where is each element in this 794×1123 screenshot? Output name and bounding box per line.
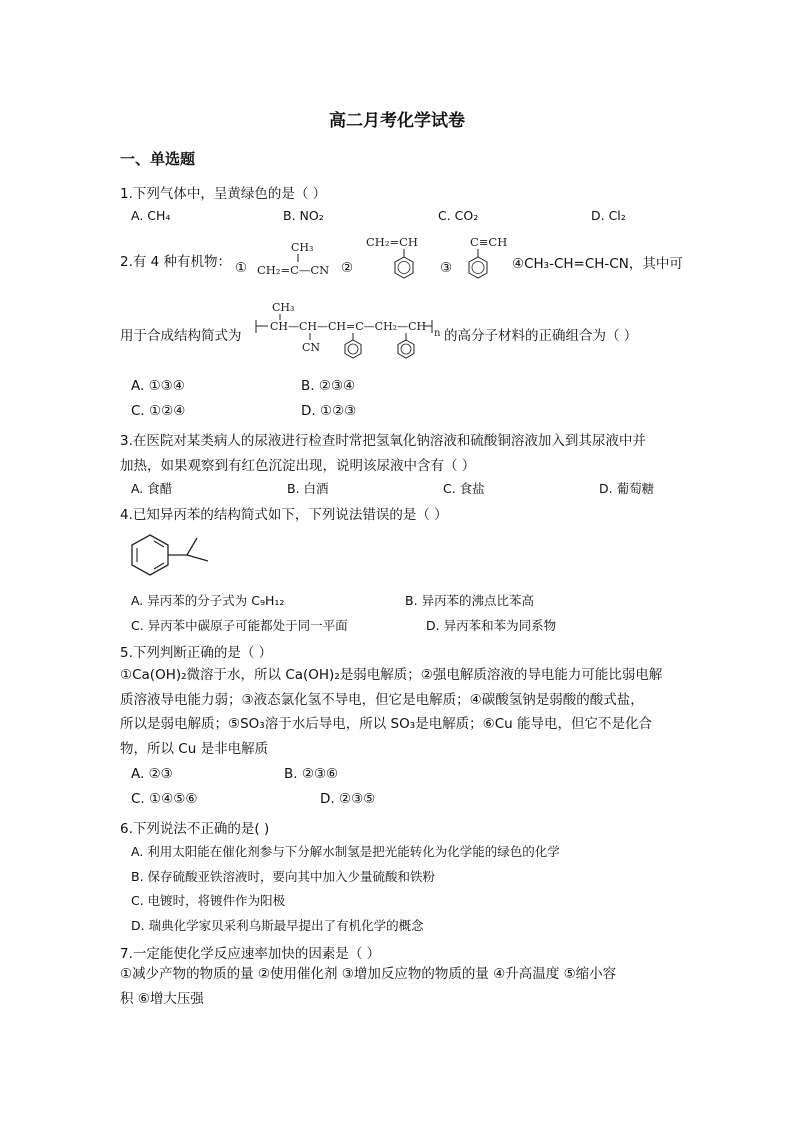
question-2-option-c: C. ①②④: [131, 403, 186, 419]
structure-styrene: [364, 232, 428, 286]
question-7-body-line: ①减少产物的物质的量 ②使用催化剂 ③增加反应物的物质的量 ④升高温度 ⑤缩小容: [120, 966, 617, 982]
question-6-option-b: B. 保存硫酸亚铁溶液时，要向其中加入少量硫酸和铁粉: [131, 869, 436, 884]
question-2-marker-1: ①: [235, 260, 248, 276]
question-7-stem: 7.一定能使化学反应速率加快的因素是（ ）: [120, 946, 381, 962]
question-3-option-b: B. 白酒: [287, 481, 329, 496]
question-5-option-d: D. ②③⑤: [320, 791, 376, 807]
structure-polymer: [254, 300, 444, 364]
question-3-option-a: A. 食醋: [131, 481, 173, 496]
polymer-ch3: CH₃: [272, 301, 295, 314]
question-1-option-b: B. NO₂: [283, 208, 324, 223]
question-5-option-b: B. ②③⑥: [284, 766, 339, 782]
structure-cumene: [124, 528, 220, 582]
question-3-line1: 3.在医院对某类病人的尿液进行检查时常把氢氧化钠溶液和硫酸铜溶液加入到其尿液中并: [120, 433, 646, 449]
polymer-main: CH—CH—CH=C—CH₂—CH: [270, 320, 427, 333]
question-2-line2-suffix: 的高分子材料的正确组合为（ ）: [444, 328, 638, 344]
question-5-option-a: A. ②③: [131, 766, 173, 782]
question-1-option-a: A. CH₄: [131, 208, 171, 223]
question-1-option-d: D. Cl₂: [591, 208, 626, 223]
polymer-n: n: [434, 328, 441, 339]
question-4-option-b: B. 异丙苯的沸点比苯高: [405, 593, 535, 608]
question-6-option-d: D. 瑞典化学家贝采利乌斯最早提出了有机化学的概念: [131, 918, 424, 933]
question-5-body-line: 物，所以 Cu 是非电解质: [120, 740, 269, 757]
question-3-option-c: C. 食盐: [443, 481, 485, 496]
question-4-option-c: C. 异丙苯中碳原子可能都处于同一平面: [131, 618, 348, 633]
question-5-body-line: 质溶液导电能力弱；③液态氯化氢不导电，但它是电解质；④碳酸氢钠是弱酸的酸式盐，: [120, 691, 644, 708]
polymer-cn: CN: [302, 341, 321, 354]
question-1-stem: 1.下列气体中，呈黄绿色的是（ ）: [120, 186, 327, 202]
question-3-option-d: D. 葡萄糖: [599, 481, 655, 496]
question-3-line2: 加热，如果观察到有红色沉淀出现，说明该尿液中含有（ ）: [120, 458, 476, 474]
question-4-option-a: A. 异丙苯的分子式为 C₉H₁₂: [131, 593, 285, 608]
formula1-ch3: CH₃: [291, 241, 314, 254]
question-2-marker-2: ②: [341, 260, 354, 276]
question-6-option-c: C. 电镀时，将镀件作为阳极: [131, 893, 286, 908]
question-6-stem: 6.下列说法不正确的是( ): [120, 821, 270, 837]
question-2-marker-4: ④CH₃-CH=CH-CN，其中可: [512, 256, 683, 272]
page-title: 高二月考化学试卷: [329, 111, 465, 131]
question-5-body: [120, 663, 680, 761]
formula2-top: CH₂=CH: [366, 235, 418, 249]
question-6-option-a: A. 利用太阳能在催化剂参与下分解水制氢是把光能转化为化学能的绿色的化学: [131, 844, 560, 859]
question-1-option-c: C. CO₂: [438, 208, 479, 223]
question-5-body-line: 所以是弱电解质；⑤SO₃溶于水后导电，所以 SO₃是电解质；⑥Cu 能导电，但它不是化合: [120, 716, 652, 732]
question-5-option-c: C. ①④⑤⑥: [131, 791, 198, 807]
question-4-stem: 4.已知异丙苯的结构简式如下，下列说法错误的是（ ）: [120, 507, 448, 523]
question-2-marker-3: ③: [440, 260, 453, 276]
question-7-body: [120, 962, 680, 1011]
question-5-stem: 5.下列判断正确的是（ ）: [120, 645, 273, 661]
structure-methacrylonitrile: [255, 240, 335, 280]
question-7-body-line: 积 ⑥增大压强: [120, 990, 204, 1007]
question-5-body-line: ①Ca(OH)₂微溶于水，所以 Ca(OH)₂是弱电解质；②强电解质溶液的导电能力可能比弱电解: [120, 667, 663, 683]
section-heading: 一、单选题: [120, 150, 196, 168]
question-2-stem: 2.有 4 种有机物：: [120, 254, 232, 270]
question-4-option-d: D. 异丙苯和苯为同系物: [426, 618, 557, 633]
question-2-line2-prefix: 用于合成结构简式为: [120, 328, 242, 344]
formula3-top: C≡CH: [470, 235, 508, 249]
question-2-option-d: D. ①②③: [301, 403, 357, 419]
formula1-main: CH₂=C—CN: [257, 263, 330, 277]
question-2-option-b: B. ②③④: [301, 378, 356, 394]
question-2-option-a: A. ①③④: [131, 378, 185, 394]
